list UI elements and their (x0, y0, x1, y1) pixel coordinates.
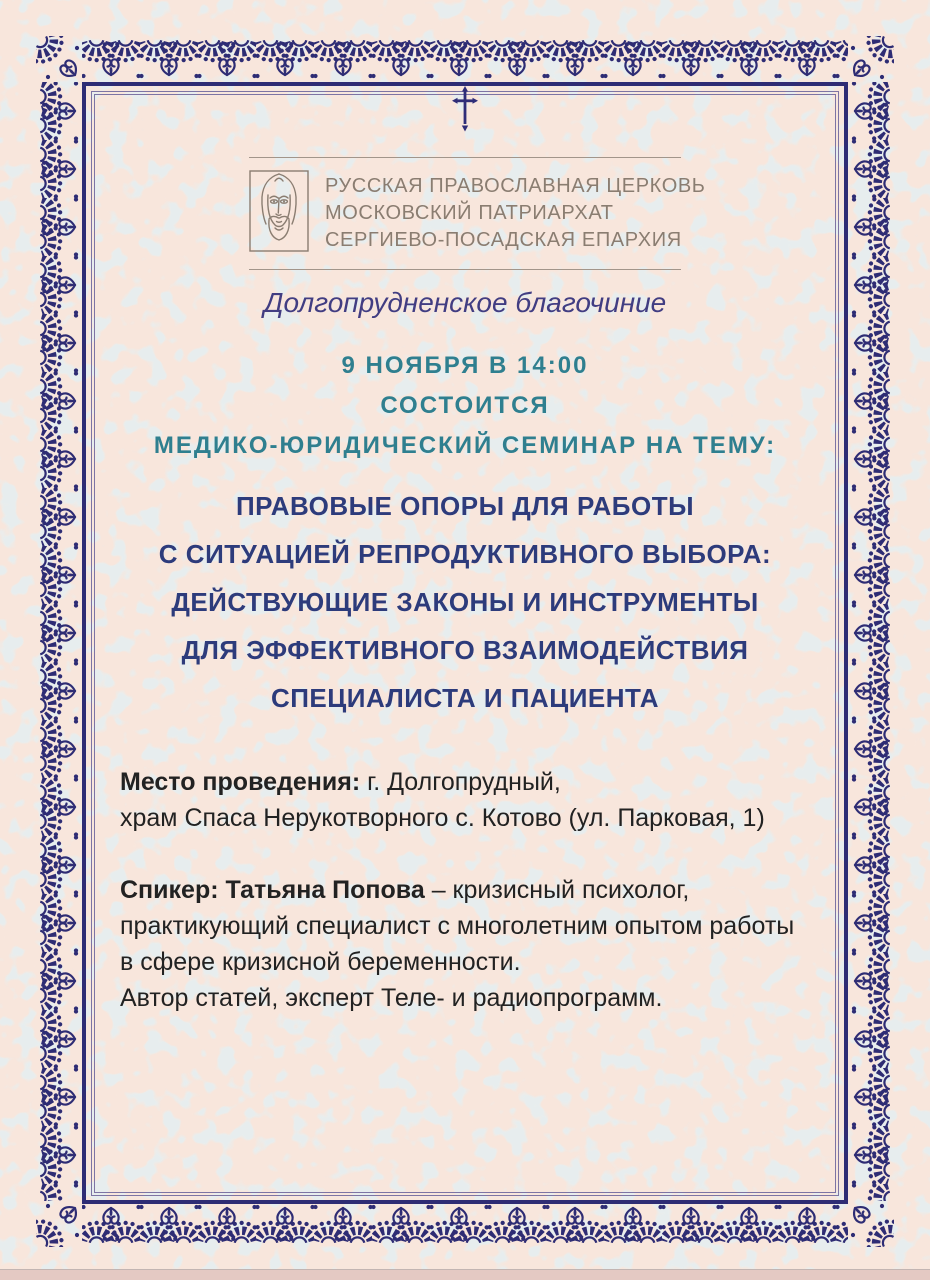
ornamental-corner-bottom-right (848, 1201, 894, 1247)
seminar-title-line: С СИТУАЦИЕЙ РЕПРОДУКТИВНОГО ВЫБОРА: (158, 539, 772, 569)
seminar-title (100, 482, 830, 722)
venue-label: Место проведения: (120, 768, 361, 796)
speaker-paragraph (120, 872, 826, 1016)
church-header-block (249, 157, 706, 270)
speaker-label: Спикер: Татьяна Попова (120, 876, 425, 904)
announcement-line: 9 НОЯБРЯ В 14:00 (341, 352, 589, 379)
speaker-role: – кризисный психолог, (424, 876, 690, 904)
speaker-line: практикующий специалист с многолетним опытом работы (120, 912, 795, 940)
header-rule-top (249, 157, 681, 158)
orthodox-cross-icon (452, 86, 478, 132)
venue-paragraph (120, 764, 826, 836)
christ-face-icon (249, 170, 309, 257)
ornamental-border-bottom (82, 1201, 848, 1247)
church-logo-row (249, 170, 706, 257)
announcement-line: МЕДИКО-ЮРИДИЧЕСКИЙ СЕМИНАР НА ТЕМУ: (153, 432, 777, 459)
church-line: СЕРГИЕВО-ПОСАДСКАЯ ЕПАРХИЯ (325, 229, 682, 251)
seminar-title-line: ДЕЙСТВУЮЩИЕ ЗАКОНЫ И ИНСТРУМЕНТЫ (171, 587, 759, 617)
seminar-title-line: ПРАВОВЫЕ ОПОРЫ ДЛЯ РАБОТЫ (235, 491, 695, 521)
speaker-line: в сфере кризисной беременности. (120, 948, 521, 976)
church-name-lines (325, 173, 706, 254)
venue-line: храм Спаса Нерукотворного с. Котово (ул. Парковая, 1) (120, 804, 765, 832)
speaker-line: Автор статей, эксперт Теле- и радиопрограмм. (120, 984, 663, 1012)
venue-line (120, 764, 826, 800)
announcement-block (100, 346, 830, 466)
deanery-title: Долгопрудненское благочиние (263, 287, 667, 318)
ornamental-corner-bottom-left (36, 1201, 82, 1247)
bottom-pink-strip (0, 1269, 930, 1280)
announcement-line: СОСТОИТСЯ (380, 392, 550, 419)
church-line: МОСКОВСКИЙ ПАТРИАРХАТ (325, 202, 614, 224)
header-rule-bottom (249, 269, 681, 270)
venue-city: г. Долгопрудный, (360, 768, 561, 796)
seminar-title-line: ДЛЯ ЭФФЕКТИВНОГО ВЗАИМОДЕЙСТВИЯ (181, 635, 749, 665)
church-line: РУССКАЯ ПРАВОСЛАВНАЯ ЦЕРКОВЬ (325, 175, 706, 197)
cross-wrap (100, 0, 830, 132)
seminar-title-line: СПЕЦИАЛИСТА И ПАЦИЕНТА (270, 683, 660, 713)
speaker-line (120, 872, 826, 908)
